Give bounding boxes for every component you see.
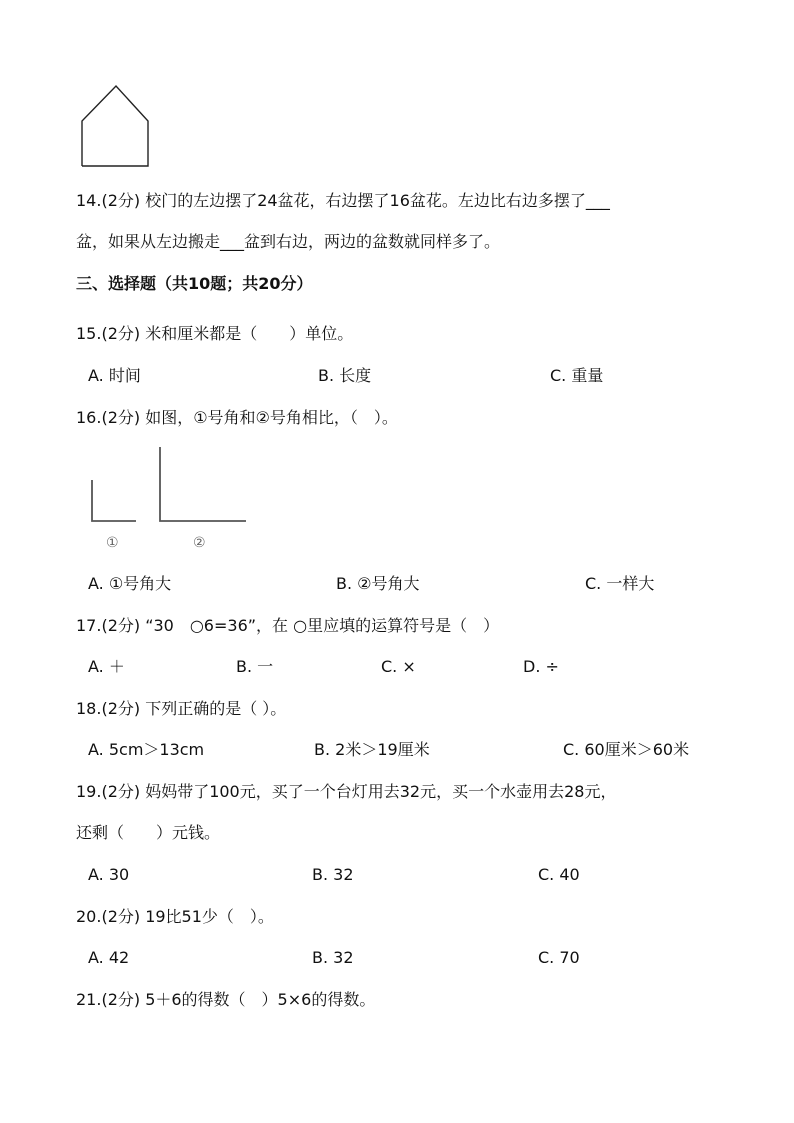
q17-option-d: D. ÷ <box>523 657 559 676</box>
question-19-line1: 19.(2分) 妈妈带了100元，买了一个台灯用去32元，买一个水壶用去28元， <box>76 782 617 801</box>
q19-option-a: A. 30 <box>88 865 130 884</box>
q15-option-c: C. 重量 <box>550 366 604 385</box>
question-17-stem: 17.(2分) “30 ○6=36”，在 ○里应填的运算符号是（ ） <box>76 616 500 635</box>
angle-2-label: ② <box>193 535 206 551</box>
question-21-stem: 21.(2分) 5＋6的得数（ ）5×6的得数。 <box>76 990 376 1009</box>
q18-option-c: C. 60厘米＞60米 <box>563 740 690 759</box>
q16-option-a: A. ①号角大 <box>88 574 172 593</box>
question-19-line2: 还剩（ ）元钱。 <box>76 823 221 842</box>
q16-option-c: C. 一样大 <box>585 574 655 593</box>
question-14-line1: 14.(2分) 校门的左边摆了24盆花，右边摆了16盆花。左边比右边多摆了___ <box>76 191 610 210</box>
q15-option-b: B. 长度 <box>318 366 372 385</box>
q17-option-c: C. × <box>381 657 416 676</box>
question-20-stem: 20.(2分) 19比51少（ ）。 <box>76 907 274 926</box>
question-18-stem: 18.(2分) 下列正确的是（ ）。 <box>76 699 287 718</box>
question-15-stem: 15.(2分) 米和厘米都是（ ）单位。 <box>76 324 354 343</box>
q16-option-b: B. ②号角大 <box>336 574 420 593</box>
q20-option-b: B. 32 <box>312 948 354 967</box>
q17-option-b: B. 一 <box>236 657 274 676</box>
q17-option-a: A. ＋ <box>88 657 125 676</box>
q15-option-a: A. 时间 <box>88 366 141 385</box>
angle-1-label: ① <box>106 535 119 551</box>
q19-option-c: C. 40 <box>538 865 580 884</box>
q19-option-b: B. 32 <box>312 865 354 884</box>
section-title: 三、选择题（共10题；共20分） <box>76 274 313 293</box>
q18-option-b: B. 2米＞19厘米 <box>314 740 430 759</box>
q18-option-a: A. 5cm＞13cm <box>88 740 205 759</box>
question-16-stem: 16.(2分) 如图，①号角和②号角相比，（ ）。 <box>76 408 398 427</box>
q20-option-a: A. 42 <box>88 948 130 967</box>
q20-option-c: C. 70 <box>538 948 580 967</box>
question-14-line2: 盆，如果从左边搬走___盆到右边，两边的盆数就同样多了。 <box>76 232 501 251</box>
